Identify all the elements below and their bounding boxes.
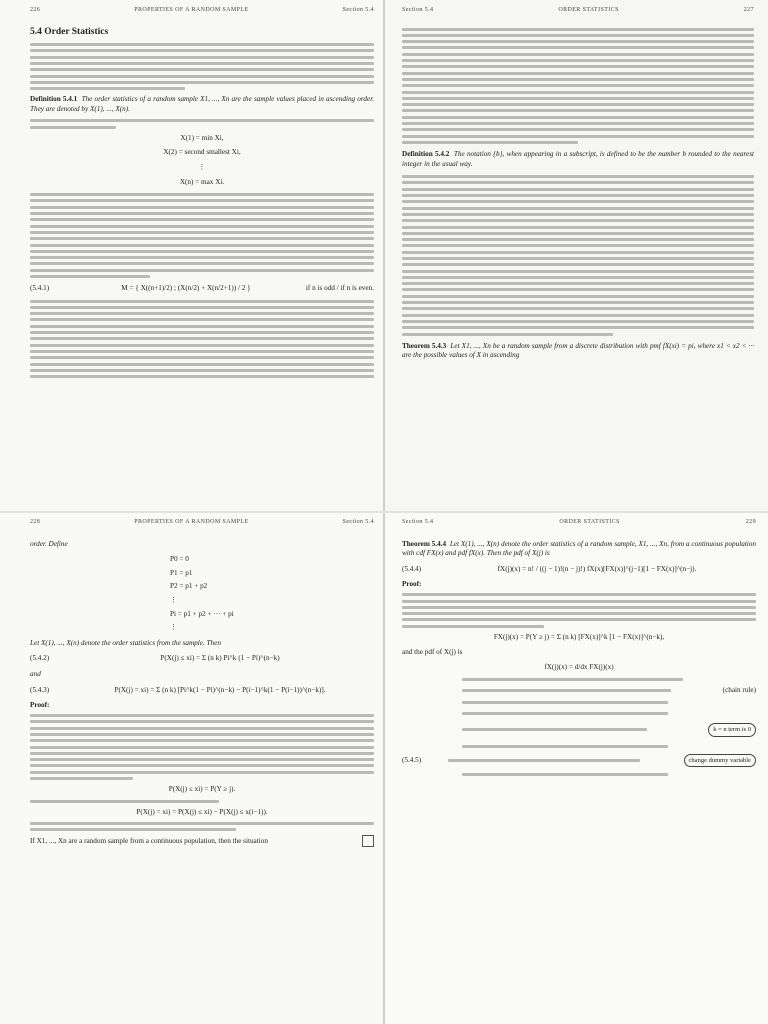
- eq-tag: (5.4.3): [30, 685, 50, 694]
- running-header: [402, 518, 756, 528]
- derivative-line: fX(j)(x) = d/dx FX(j)(x): [544, 662, 614, 671]
- eq-max: X(n) = max Xi.: [179, 177, 225, 186]
- page-228: [0, 512, 384, 1024]
- definition-label: Definition 5.4.2: [402, 149, 450, 158]
- eq-5-4-2: [30, 654, 374, 664]
- page-229: [384, 512, 768, 1024]
- proof-paragraph: [402, 580, 756, 627]
- page-number: 227: [743, 7, 754, 13]
- definition-5-4-1: [30, 95, 374, 114]
- definition-label: Definition 5.4.1: [30, 95, 78, 104]
- k-eq-n-note: k = n term is 0: [708, 723, 756, 737]
- page-227: [384, 0, 768, 512]
- median-definition: M = { X((n+1)/2) ; (X(n/2) + X(n/2+1)) / 2 }: [121, 283, 251, 292]
- page-number: 226: [30, 7, 41, 13]
- cdf-line: FX(j)(x) = P(Y ≥ j) = Σ (n k) [FX(x)]^k [1 − FX(x)]^(n−k),: [493, 632, 665, 641]
- body-paragraph-1: [402, 28, 754, 144]
- p0: P0 = 0: [170, 555, 189, 564]
- running-head-title: ORDER STATISTICS: [558, 7, 619, 13]
- and-word: and: [30, 669, 41, 678]
- running-head-title: ORDER STATISTICS: [559, 519, 620, 525]
- body-paragraph-2: [30, 300, 374, 379]
- definition-text: The notation {b}, when appearing in a subscript, is defined to be the number b rounded to the nearest integer in the usual way.: [402, 149, 755, 168]
- eq-tag: (5.4.5): [402, 755, 422, 764]
- order-stat-paragraph: [30, 119, 374, 128]
- last-line: If X1, ..., Xn are a random sample from a continuous population, then the situation: [30, 837, 268, 846]
- eq-mid: P(X(j) ≤ xi) = P(Y ≥ j).: [168, 784, 236, 793]
- running-header: [30, 6, 374, 16]
- proof-paragraph: [30, 701, 374, 780]
- eq-5-4-5: [402, 754, 756, 768]
- proof-label: Proof:: [402, 580, 422, 589]
- eq-tag: (5.4.2): [30, 654, 50, 663]
- theorem-text: Let X1, ..., Xn be a random sample from a discrete distribution with pmf fX(xi) = pi, where x1 < x2 < ··· are the possible values of X in ascending: [402, 341, 754, 360]
- proof-label: Proof:: [30, 701, 50, 710]
- eq-body: P(X(j) ≤ xi) = Σ (n k) Pi^k (1 − Pi)^(n−k): [160, 654, 280, 663]
- chain-rule-note: (chain rule): [722, 685, 756, 694]
- pi: Pi = p1 + p2 + ··· + pi: [170, 609, 234, 618]
- section-title: 5.4 Order Statistics: [30, 26, 109, 37]
- theorem-text: Let X(1), ..., X(n) denote the order statistics of a random sample, X1, ..., Xn, from a continuous population with cdf FX(x) and pdf fX(x). Then the pdf of X(j) is: [402, 539, 756, 558]
- eq-tag: (5.4.4): [402, 564, 422, 573]
- eq-diff: P(X(j) = xi) = P(X(j) ≤ xi) − P(X(j) ≤ x(i−1)).: [136, 807, 268, 816]
- theorem-label: Theorem 5.4.4: [402, 539, 447, 548]
- running-head-title: PROPERTIES OF A RANDOM SAMPLE: [134, 519, 249, 525]
- eq-5-4-1: [30, 284, 374, 294]
- eq-cases: if n is odd / if n is even.: [305, 283, 374, 292]
- eq-min: X(1) = min Xi,: [180, 133, 224, 142]
- page-number: 228: [30, 519, 41, 525]
- eq-5-4-4: [402, 565, 756, 575]
- p1: P1 = p1: [170, 568, 193, 577]
- difference-intro: [30, 800, 374, 803]
- page-spread-divider: [0, 511, 768, 513]
- intro-paragraph: [30, 43, 374, 90]
- section-ref: Section 5.4: [342, 7, 374, 13]
- eq-second: X(2) = second smallest Xi,: [163, 148, 241, 157]
- pdf-intro: and the pdf of X(j) is: [402, 648, 463, 657]
- eq-body: P(X(j) = xi) = Σ (n k) [Pi^k(1 − Pi)^(n−k) − P(i−1)^k(1 − P(i−1))^(n−k)].: [114, 685, 326, 694]
- change-dummy-note: change dummy variable: [684, 754, 756, 768]
- end-of-proof-icon: [362, 835, 374, 847]
- section-ref: Section 5.4: [342, 519, 374, 525]
- body-paragraph-2: [402, 175, 754, 335]
- eq-5-4-3: [30, 686, 374, 696]
- body-paragraph: [30, 822, 374, 831]
- page-226: 226 PROPERTIES OF A RANDOM SAMPLE Section 5.4 5.4 Order Statistics Definition 5.4.1 The order statistics of a random sample X1, ..., Xn are the sample values placed in ascending order. They are denoted by X(1), ..., X(n). X(1) = min Xi, X(2) = second smallest Xi, ⋮ X(n) = max Xi. (5.4.1) M = { X((n+1)/2) ; (X(n/2) + X(n/2+1)) / 2 } if n is odd / if n is even.: [0, 0, 384, 512]
- eq-tag: (5.4.1): [30, 283, 50, 292]
- derivation: [462, 678, 756, 748]
- let-line: Let X(1), ..., X(n) denote the order statistics from the sample. Then: [30, 638, 221, 647]
- section-ref: Section 5.4: [402, 7, 434, 13]
- running-header: [402, 6, 754, 16]
- definition-5-4-2: [402, 150, 754, 169]
- eq-body: fX(j)(x) = n! / ((j − 1)!(n − j)!) fX(x)[FX(x)]^(j−1)[1 − FX(x)]^(n−j).: [497, 564, 697, 573]
- running-head-title: PROPERTIES OF A RANDOM SAMPLE: [134, 7, 249, 13]
- order-define: order. Define: [30, 539, 68, 548]
- p2: P2 = p1 + p2: [170, 582, 208, 591]
- running-header: [30, 518, 374, 528]
- body-paragraph-1: [30, 193, 374, 278]
- theorem-label: Theorem 5.4.3: [402, 341, 447, 350]
- theorem-5-4-3: [402, 342, 754, 361]
- page-number: 229: [745, 519, 756, 525]
- cumulative-probabilities: P0 = 0 P1 = p1 P2 = p1 + p2 ⋮ Pi = p1 + p2 + ··· + pi ⋮: [170, 555, 374, 633]
- section-ref: Section 5.4: [402, 519, 434, 525]
- definition-text: The order statistics of a random sample X1, ..., Xn are the sample values placed in ascending order. They are denoted by X(1), ..., X(n).: [30, 95, 374, 113]
- theorem-5-4-4: [402, 540, 756, 559]
